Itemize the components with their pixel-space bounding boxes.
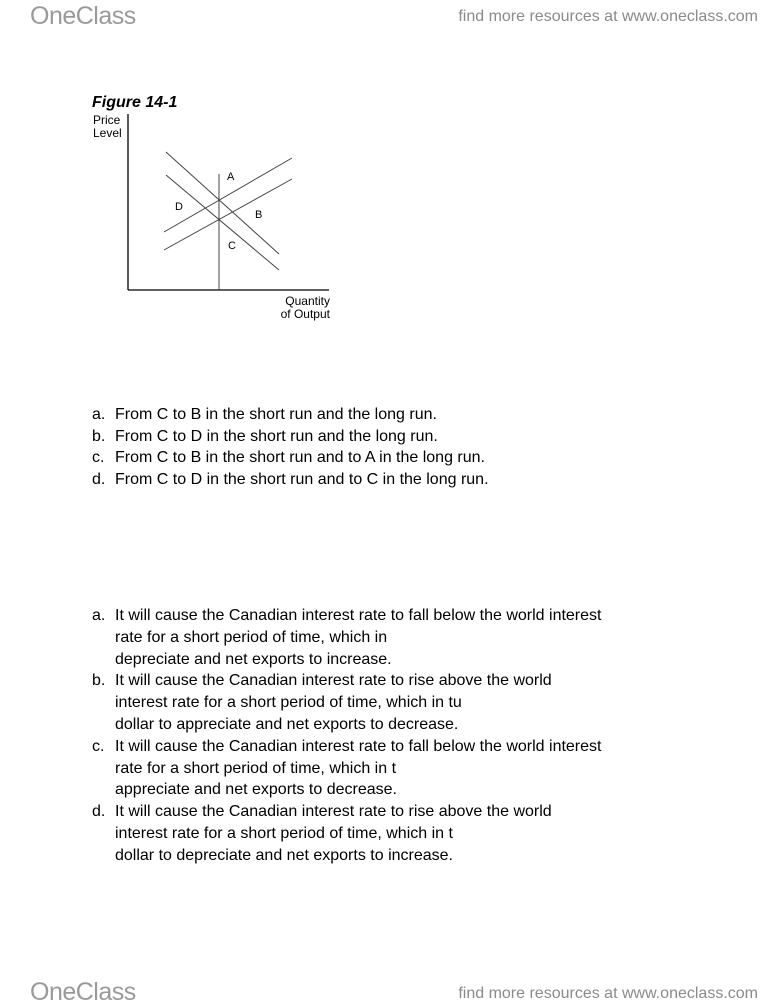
y-axis-label-line1: Price — [93, 113, 121, 127]
question2-options — [92, 605, 601, 867]
option-label: d. — [92, 803, 106, 821]
option-text: From C to D in the short run and to C in the long run. — [115, 471, 489, 489]
option-label: c. — [92, 449, 105, 467]
option-line: dollar to depreciate and net exports to increase. — [115, 846, 453, 864]
point-c-label: C — [228, 240, 236, 252]
option-text: From C to B in the short run and the long run. — [115, 406, 437, 423]
point-d-label: D — [175, 201, 183, 213]
option-line: rate for a short period of time, which in — [115, 628, 388, 646]
option-d — [92, 469, 489, 491]
option-c — [92, 736, 601, 801]
option-line: interest rate for a short period of time, which in t — [115, 824, 453, 842]
question1-options — [92, 404, 489, 491]
x-axis-label — [268, 295, 330, 321]
option-text: From C to D in the short run and the long run. — [115, 427, 438, 445]
point-b-label: B — [255, 209, 263, 221]
option-label: a. — [92, 607, 106, 624]
x-axis-label-line2: of Output — [280, 307, 330, 321]
option-a — [92, 605, 601, 670]
option-label: c. — [92, 737, 105, 755]
option-label: a. — [92, 406, 106, 423]
ad-curve-2 — [166, 175, 279, 270]
x-axis-label-line1: Quantity — [285, 294, 330, 308]
option-text: From C to B in the short run and to A in the long run. — [115, 449, 485, 467]
option-label: d. — [92, 471, 106, 489]
option-a — [92, 404, 489, 426]
option-line: It will cause the Canadian interest rate to rise above the world — [115, 672, 552, 690]
option-label: b. — [92, 672, 106, 690]
option-line: dollar to appreciate and net exports to decrease. — [115, 715, 459, 733]
point-a-label: A — [227, 171, 235, 183]
option-line: depreciate and net exports to increase. — [115, 650, 392, 668]
logo-text: OneClass — [30, 978, 136, 1006]
figure-title: Figure 14-1 — [92, 94, 178, 111]
oneclass-logo-footer — [30, 978, 136, 1007]
option-label: b. — [92, 427, 106, 445]
option-b — [92, 670, 601, 735]
sras-curve-1 — [164, 158, 292, 232]
option-line: interest rate for a short period of time, which in tu — [115, 694, 462, 712]
option-d — [92, 801, 601, 866]
header-tagline[interactable]: find more resources at www.oneclass.com — [458, 8, 758, 25]
footer-tagline[interactable]: find more resources at www.oneclass.com — [458, 985, 758, 1002]
option-line: It will cause the Canadian interest rate to fall below the world interest — [115, 607, 602, 624]
option-line: rate for a short period of time, which in t — [115, 759, 397, 777]
option-b — [92, 426, 489, 448]
option-line: It will cause the Canadian interest rate to rise above the world — [115, 803, 552, 821]
option-c — [92, 447, 489, 469]
option-line: appreciate and net exports to decrease. — [115, 781, 397, 799]
option-line: It will cause the Canadian interest rate to fall below the world interest — [115, 737, 602, 755]
y-axis-label-line2: Level — [93, 126, 122, 140]
logo-text: OneClass — [30, 2, 136, 30]
